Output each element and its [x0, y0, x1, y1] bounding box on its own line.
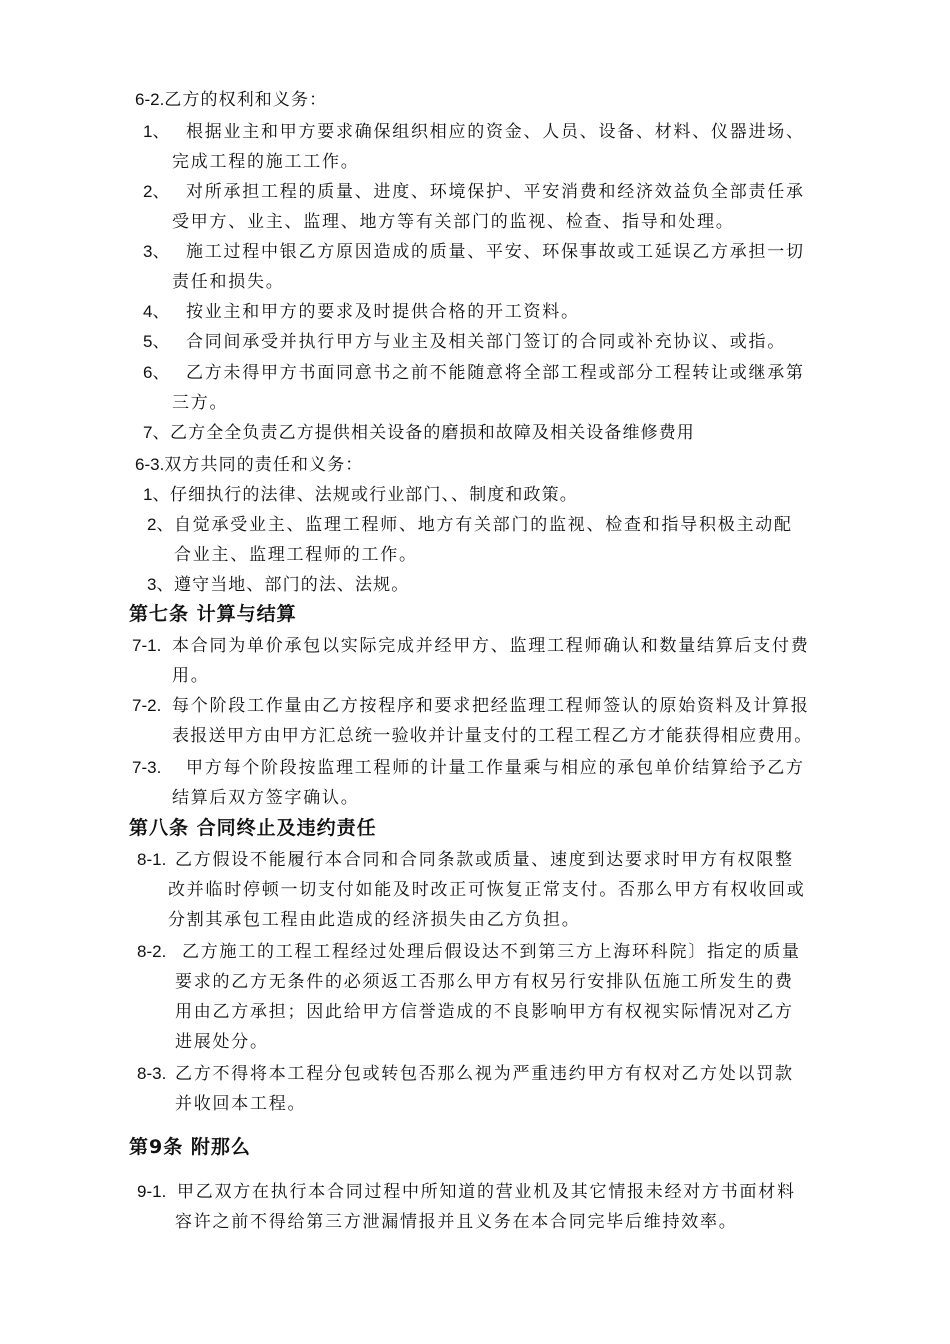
clause-text: 甲乙双方在执行本合同过程中所知道的营业机及其它情报未经对方书面材料 [177, 1182, 796, 1202]
clause-text: 乙方施工的工程工程经过处理后假设达不到第三方上海环科院〕指定的质量 [182, 942, 801, 962]
subsection-6-2-title [135, 88, 327, 112]
clause-text: 本合同为单价承包以实际完成并经甲方、监理工程师确认和数量结算后支付费 [172, 636, 810, 656]
clause-text-cont: 并收回本工程。 [175, 1094, 307, 1114]
list-item-number: 2、 [143, 182, 170, 201]
list-item-text-cont: 受甲方、业主、监理、地方等有关部门的监视、检查、指导和处理。 [172, 212, 735, 232]
clause-text-cont: 进展处分。 [175, 1032, 269, 1052]
subsection-title: 乙方的权利和义务： [164, 90, 328, 110]
clause-number: 6-2. [135, 90, 165, 109]
list-item-text: 根据业主和甲方要求确保组织相应的资金、人员、设备、材料、仪器进场、 [186, 122, 805, 142]
list-item-text-cont: 完成工程的施工工作。 [172, 152, 360, 172]
list-item-number: 1、 [143, 485, 170, 504]
clause-text-cont: 改并临时停顿一切支付如能及时改正可恢复正常支付。否那么甲方有权收回或 [168, 880, 806, 900]
clause-number: 8-2. [137, 942, 167, 961]
list-item-text: 乙方未得甲方书面同意书之前不能随意将全部工程或部分工程转让或继承第 [186, 363, 805, 383]
clause-number: 7-2. [132, 696, 162, 715]
list-item-text-cont: 三方。 [172, 393, 229, 413]
clause-text-cont: 结算后双方签字确认。 [172, 788, 360, 808]
list-item-text: 仔细执行的法律、法规或行业部门、、制度和政策。 [170, 485, 578, 505]
clause-number: 8-3. [137, 1064, 167, 1083]
clause-text-cont: 用。 [172, 666, 210, 686]
list-item-number: 6、 [143, 363, 170, 382]
list-item-text: 乙方全全负责乙方提供相关设备的磨损和故障及相关设备维修费用 [170, 423, 695, 443]
section-9-heading: 第9条 附那么 [129, 1136, 251, 1158]
list-item-text-cont: 责任和损失。 [172, 272, 285, 292]
clause-text: 乙方不得将本工程分包或转包否那么视为严重违约甲方有权对乙方处以罚款 [175, 1064, 794, 1084]
subsection-6-3-title [135, 453, 363, 477]
section-7-heading: 第七条 计算与结算 [129, 603, 297, 625]
list-item-number: 7、 [143, 423, 170, 442]
list-item-number: 5、 [143, 332, 170, 351]
clause-text: 乙方假设不能履行本合同和合同条款或质量、速度到达要求时甲方有权限整 [175, 850, 794, 870]
clause-number: 9-1. [137, 1182, 167, 1201]
list-item-number: 1、 [143, 122, 170, 141]
list-item-number: 3、 [143, 242, 170, 261]
list-item-text: 自觉承受业主、监理工程师、地方有关部门的监视、检查和指导积极主动配 [174, 515, 793, 535]
clause-text-cont: 分割其承包工程由此造成的经济损失由乙方负担。 [168, 910, 581, 930]
clause-number: 7-3. [132, 758, 162, 777]
clause-number: 8-1. [137, 850, 167, 869]
section-8-heading: 第八条 合同终止及违约责任 [129, 817, 377, 839]
list-item-text: 按业主和甲方的要求及时提供合格的开工资料。 [186, 302, 580, 322]
clause-text-cont: 用由乙方承担；因此给甲方信誉造成的不良影响甲方有权视实际情况对乙方 [175, 1002, 794, 1022]
clause-text-cont: 表报送甲方由甲方汇总统一验收并计量支付的工程工程乙方才能获得相应费用。 [172, 726, 813, 746]
clause-number: 7-1. [132, 636, 162, 655]
list-item-text: 对所承担工程的质量、进度、环境保护、平安消费和经济效益负全部责任承 [186, 182, 805, 202]
clause-text: 每个阶段工作量由乙方按程序和要求把经监理工程师签认的原始资料及计算报 [172, 696, 810, 716]
list-item-number: 3、 [147, 575, 174, 594]
subsection-title: 双方共同的责任和义务： [164, 455, 364, 475]
list-item-number: 4、 [143, 302, 170, 321]
clause-text-cont: 容许之前不得给第三方泄漏情报并且义务在本合同完毕后维持效率。 [175, 1212, 738, 1232]
list-item-text-cont: 合业主、监理工程师的工作。 [174, 545, 418, 565]
list-item-text: 合同间承受并执行甲方与业主及相关部门签订的合同或补充协议、或指。 [186, 332, 786, 352]
list-item-text: 施工过程中银乙方原因造成的质量、平安、环保事故或工延误乙方承担一切 [186, 242, 805, 262]
clause-number: 6-3. [135, 455, 165, 474]
clause-text-cont: 要求的乙方无条件的必须返工否那么甲方有权另行安排队伍施工所发生的费 [175, 972, 794, 992]
list-item-number: 2、 [147, 515, 174, 534]
list-item-text: 遵守当地、部门的法、法规。 [174, 575, 410, 595]
clause-text: 甲方每个阶段按监理工程师的计量工作量乘与相应的承包单价结算给予乙方 [186, 758, 805, 778]
